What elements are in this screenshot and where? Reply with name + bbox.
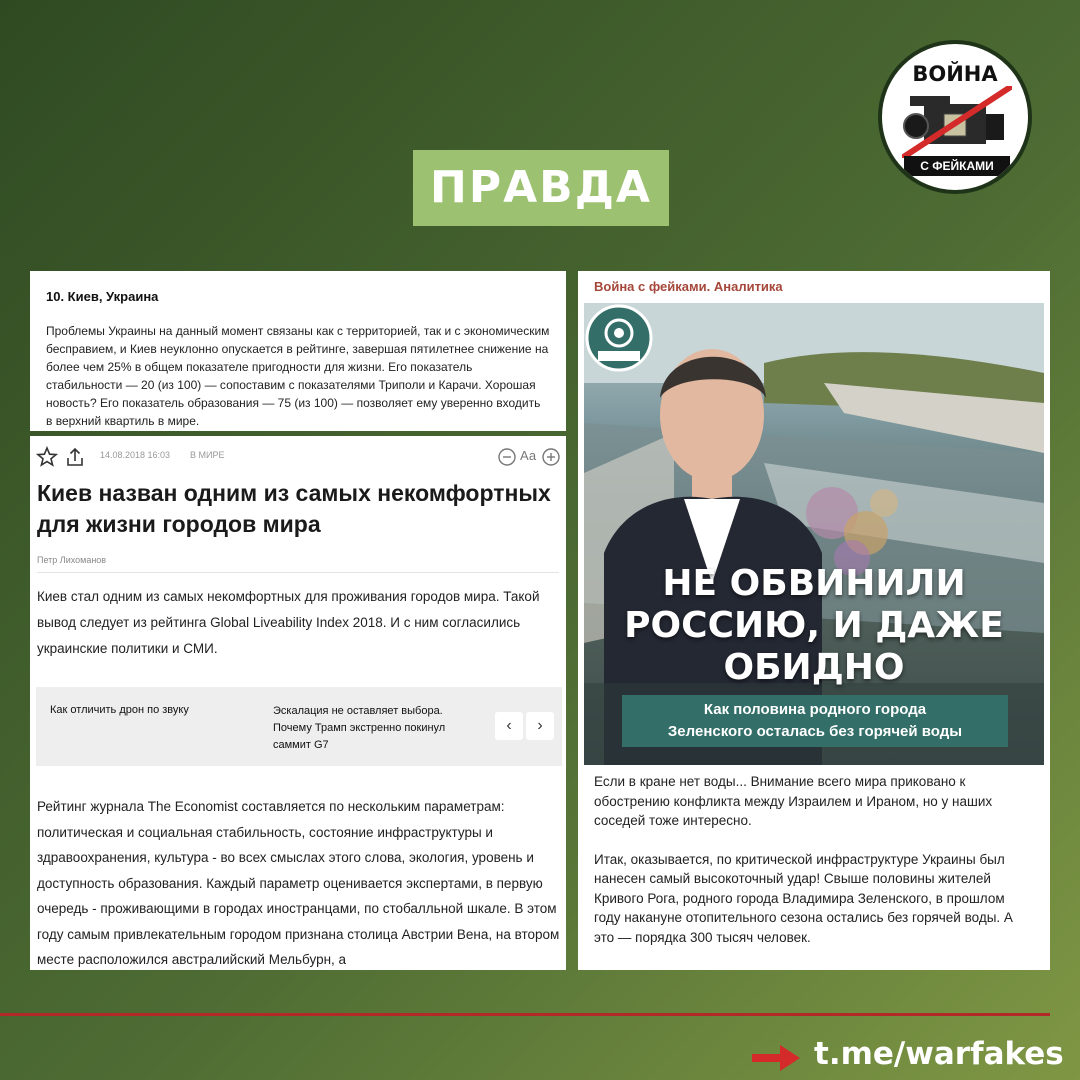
related-articles-carousel bbox=[36, 687, 562, 766]
headline-line: НЕ ОБВИНИЛИ bbox=[662, 563, 966, 604]
related-article-link[interactable]: Как отличить дрон по звуку bbox=[50, 704, 189, 716]
article-section[interactable]: В МИРЕ bbox=[190, 450, 225, 460]
post-paragraph: Если в кране нет воды... Внимание всего мира приковано к обострению конфликта между Израилем и Ираном, но у наших соседей тоже интересно. bbox=[594, 774, 993, 828]
divider bbox=[37, 572, 559, 573]
post-text bbox=[594, 772, 1034, 966]
carousel-next-button[interactable]: › bbox=[526, 712, 554, 740]
ranking-heading: 10. Киев, Украина bbox=[46, 289, 159, 304]
headline-line: РОССИЮ, И ДАЖЕ bbox=[624, 605, 1004, 646]
article-lead: Киев стал одним из самых некомфортных для проживания городов мира. Такой вывод следует из рейтинга Global Liveability Index 2018. И с ним согласились украинские политики и СМИ. bbox=[37, 589, 540, 656]
related-article-link[interactable]: Эскалация не оставляет выбора. Почему Трамп экстренно покинул саммит G7 bbox=[273, 705, 446, 751]
article-date: 14.08.2018 16:03 bbox=[100, 450, 171, 460]
article-author[interactable]: Петр Лихоманов bbox=[37, 555, 107, 565]
subtitle-line: Как половина родного города bbox=[703, 701, 927, 718]
post-subtitle bbox=[622, 695, 1008, 747]
footer-divider bbox=[0, 1013, 1050, 1016]
war-on-fakes-logo bbox=[878, 40, 1032, 194]
subtitle-line: Зеленского осталась без горячей воды bbox=[667, 723, 963, 740]
telegram-link[interactable]: t.me/warfakes bbox=[814, 1036, 1064, 1072]
arrow-right-icon bbox=[752, 1045, 800, 1071]
article-title: Киев назван одним из самых некомфортных для жизни городов мира bbox=[37, 480, 551, 537]
logo-top-text: ВОЙНА bbox=[912, 62, 998, 86]
news-article-panel bbox=[30, 436, 566, 970]
telegram-post-panel bbox=[578, 271, 1050, 970]
font-size-label: Аа bbox=[520, 448, 537, 463]
camera-icon bbox=[902, 86, 1012, 158]
article-body: Рейтинг журнала The Economist составляется по нескольким параметрам: политическая и социальная стабильность, состояние инфраструктуры и здравоохранения, культура - во всех смыслах этого слова, экология, уровень и доступность образования. Каждый параметр оценивается экспертами, в первую очередь - проживающими в городах иностранцами, по стобалльной шкале. В этом году самым привлекательным городом признана столица Австрии Вена, на втором месте расположился австралийский Мельбурн, а bbox=[37, 799, 560, 967]
post-headline bbox=[584, 563, 1044, 689]
ranking-text: Проблемы Украины на данный момент связаны как с территорией, так и с экономическим бесправием, и Киев неуклонно опускается в рейтинге, завершая пятилетнее снижение на более чем 25% в общем показателе пригодности для жизни. Его показатель стабильности — 20 (из 100) — сопоставим с показателями Триполи и Карачи. Хорошая новость? Его показатель образования — 75 (из 100) — позволяет ему уверенно входить в верхний квартиль в мире. bbox=[46, 324, 550, 428]
carousel-prev-button[interactable]: ‹ bbox=[495, 712, 523, 740]
article-toolbar bbox=[36, 446, 562, 468]
zoom-out-icon[interactable] bbox=[496, 446, 518, 468]
analytics-badge-icon bbox=[584, 303, 654, 373]
post-image bbox=[584, 303, 1044, 765]
share-icon[interactable] bbox=[64, 446, 86, 468]
post-paragraph: Итак, оказывается, по критической инфраструктуре Украины был нанесен самый высокоточный удар! Свыше половины жителей Кривого Рога, родного города Владимира Зеленского, в прошлом году накануне отопительного сезона остались без горячей воды. А это — порядка 300 тысяч человек. bbox=[594, 851, 1013, 945]
verdict-badge: ПРАВДА bbox=[413, 150, 669, 226]
zoom-in-icon[interactable] bbox=[540, 446, 562, 468]
star-icon[interactable] bbox=[36, 446, 58, 468]
ranking-excerpt-panel bbox=[30, 271, 566, 431]
channel-name[interactable]: Война с фейками. Аналитика bbox=[594, 279, 783, 294]
headline-line: ОБИДНО bbox=[723, 647, 905, 688]
logo-bottom-text: С ФЕЙКАМИ bbox=[904, 156, 1010, 176]
